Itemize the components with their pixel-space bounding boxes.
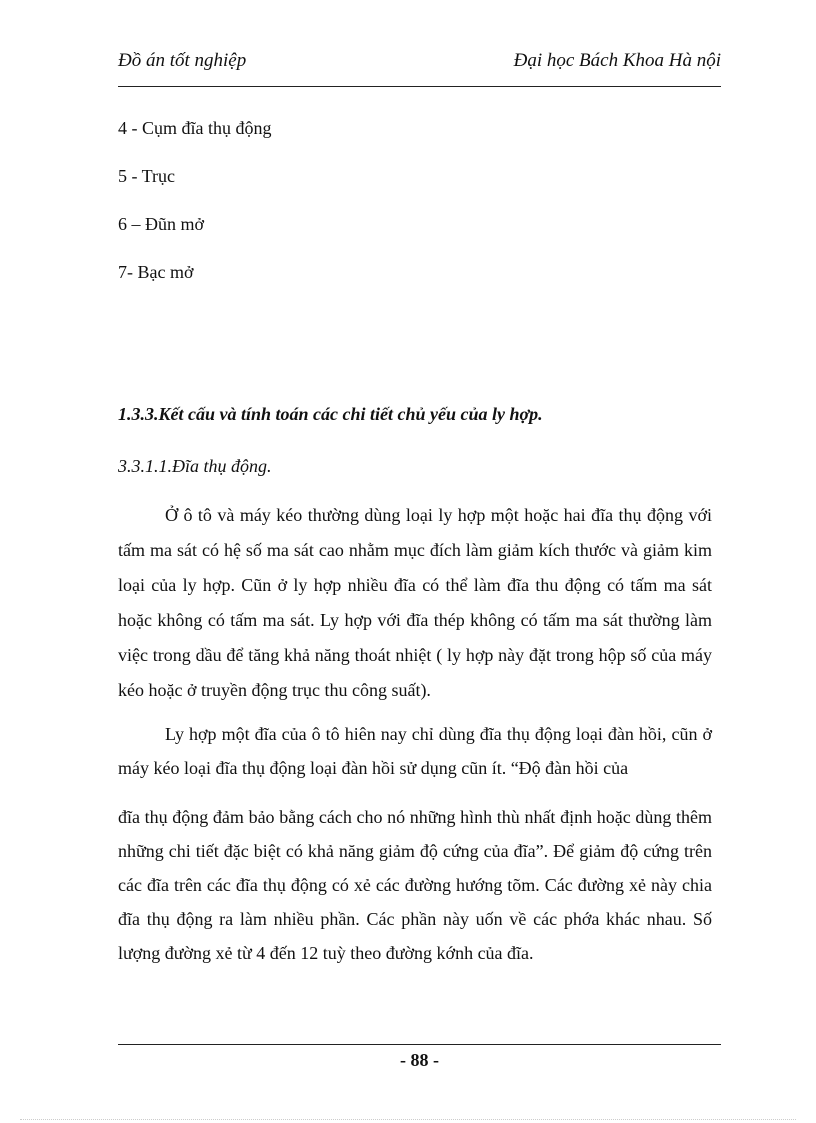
list-item: 5 - Trục: [118, 166, 176, 186]
list-item: 6 – Đũn mở: [118, 214, 205, 234]
page-header: [118, 50, 721, 78]
header-document-type: Đồ án tốt nghiệp: [118, 50, 247, 71]
header-rule: [118, 86, 721, 87]
paragraph: Ở ô tô và máy kéo thường dùng loại ly hợp một hoặc hai đĩa thụ động với tấm ma sát có hệ số ma sát cao nhằm mục đích làm giảm kích thước và giảm kim loại của ly hợp. Cũn ở ly hợp nhiều đĩa có thể làm đĩa thu động có tấm ma sát hoặc không có tấm ma sát. Ly hợp với đĩa thép không có tấm ma sát thường làm việc trong dầu để tăng khả năng thoát nhiệt ( ly hợp này đặt trong hộp số của máy kéo hoặc ở truyền động trục thu công suất).: [118, 505, 712, 700]
subsection-title: 3.3.1.1.Đĩa thụ động.: [118, 456, 272, 476]
paragraph: Ly hợp một đĩa của ô tô hiên nay chỉ dùng đĩa thụ động loại đàn hồi, cũn ở máy kéo loại đĩa thụ động loại đàn hồi sử dụng cũn ít. “Độ đàn hồi của: [118, 724, 712, 778]
page-edge-divider: [20, 1119, 796, 1120]
header-university: Đại học Bách Khoa Hà nội: [513, 50, 721, 71]
list-item: 4 - Cụm đĩa thụ động: [118, 118, 272, 138]
paragraph: đĩa thụ động đảm bảo bằng cách cho nó những hình thù nhất định hoặc dùng thêm những chi tiết đặc biệt có khả năng giảm độ cứng của đĩa”. Để giảm độ cứng trên các đĩa trên các đĩa thụ động có xẻ các đường hướng tõm. Các đường xẻ này chia đĩa thụ động ra làm nhiều phần. Các phần này uốn về các phớa khác nhau. Số lượng đường xẻ từ 4 đến 12 tuỳ theo đường kớnh của đĩa.: [118, 807, 712, 963]
page-number: - 88 -: [400, 1050, 439, 1070]
footer-rule: [118, 1044, 721, 1045]
list-item: 7- Bạc mở: [118, 262, 194, 282]
section-title: 1.3.3.Kết cấu và tính toán các chi tiết chủ yếu của ly hợp.: [118, 404, 543, 424]
